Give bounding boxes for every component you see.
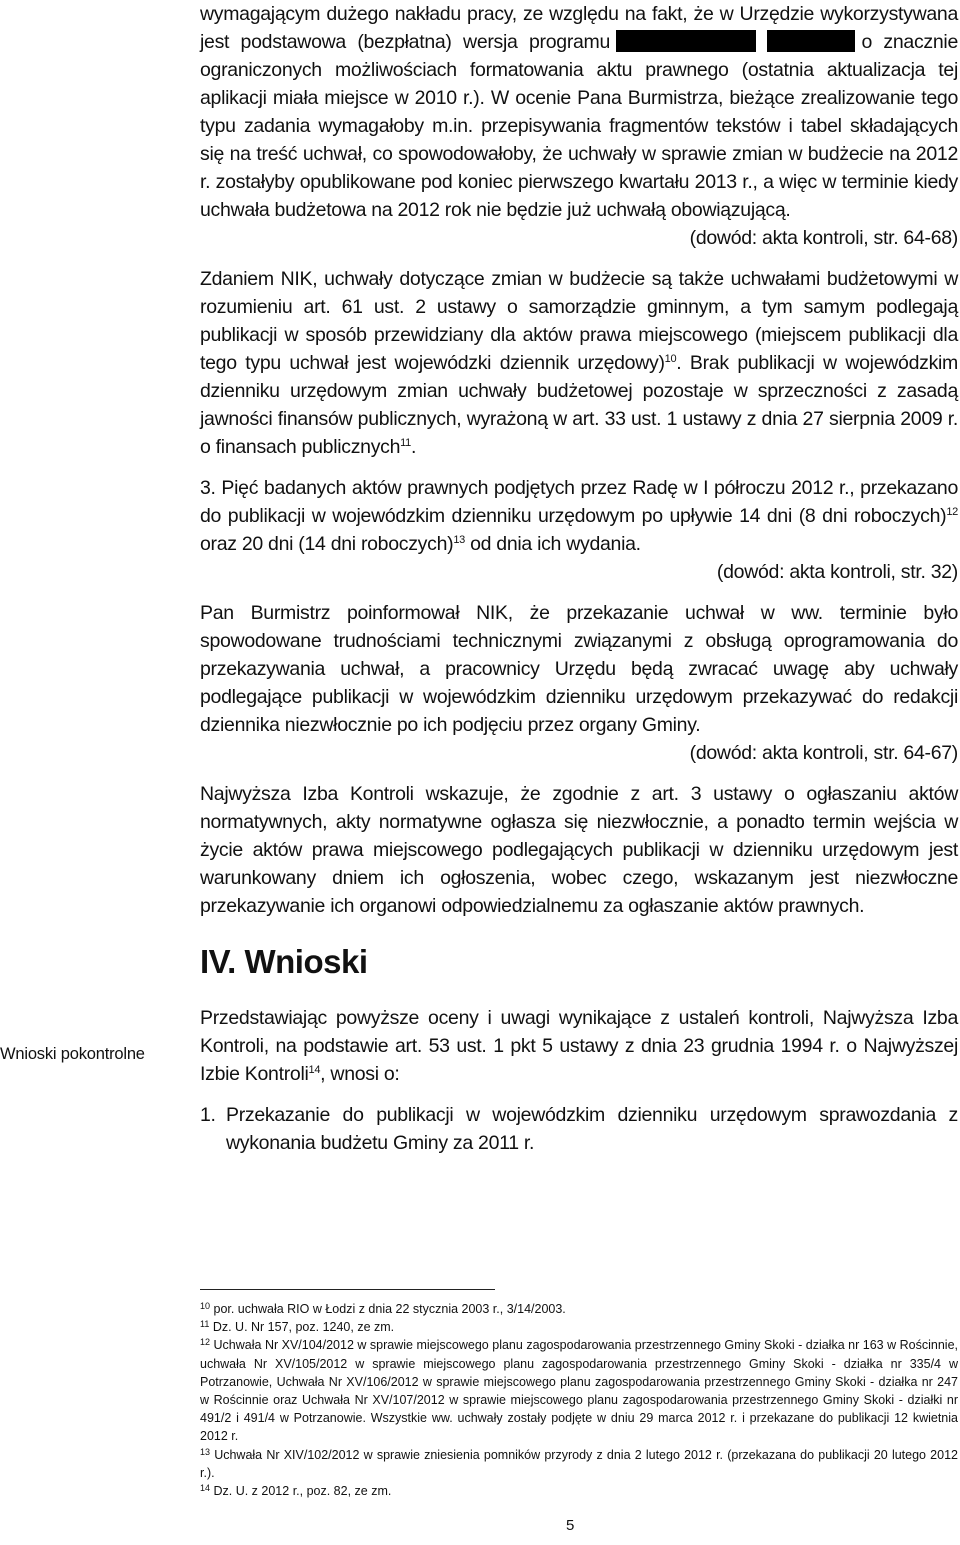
footnotes xyxy=(200,1300,958,1500)
redaction-block xyxy=(616,30,756,52)
footnote: $^{11}$ Dz. U. Nr 157, poz. 1240, ze zm. xyxy=(200,1319,395,1335)
footnote-ref[interactable]: 11 xyxy=(400,437,411,449)
footnote-ref[interactable]: 14 xyxy=(308,1064,321,1076)
footnote: $^{12}$ Uchwała Nr XV/104/2012 w sprawie miejscowego planu zagospodarowania przestrzennego Gminy Skoki - działka nr 163 w Rościnnie, uchwała Nr XV/105/2012 w sprawie miejscowego planu zagospodarowania przestrzennego Gminy Skoki - działka nr 335/4 w Potrzanowie, Uchwała Nr XV/106/2012 w sprawie miejscowego planu zagospodarowania przestrzennego Gminy Skoki - działka nr 247 w Rościnnie oraz Uchwała Nr XV/107/2012 w sprawie miejscowego planu zagospodarowania przestrzennego Gminy Skoki - działki nr 491/2 i 491/4 w Potrzanowie. Wszystkie ww. uchwały zostały podjęte w dniu 29 marca 2012 r. i przekazane do publikacji 12 kwietnia 2012 r. xyxy=(200,1337,958,1444)
footnote-ref[interactable]: 10 xyxy=(664,353,677,365)
conclusion-item xyxy=(200,1101,958,1157)
footnote: $^{10}$ por. uchwała RIO w Łodzi z dnia 22 stycznia 2003 r., 3/14/2003. xyxy=(200,1301,566,1316)
section-heading: IV. Wnioski xyxy=(200,943,368,980)
evidence-reference: (dowód: akta kontroli, str. 32) xyxy=(716,561,958,583)
paragraph-conclusions-intro: Przedstawiając powyższe oceny i uwagi wynikające z ustaleń kontroli, Najwyższa Izba Kontroli, na podstawie art. 53 ust. 1 pkt 5 ustawy z dnia 23 grudnia 1994 r. o Najwyższej Izbie Kontroli$^{14}$, wnosi o: xyxy=(200,1007,958,1085)
paragraph-publication-delay: 3. Pięć badanych aktów prawnych podjętych przez Radę w I półroczu 2012 r., przekazano do publikacji w wojewódzkim dzienniku urzędowym po upływie 14 dni (8 dni roboczych)$^{12}$ oraz 20 dni (14 dni roboczych)$^{13}$ od dnia ich wydania. xyxy=(200,477,958,555)
paragraph-nik-opinion: Zdaniem NIK, uchwały dotyczące zmian w budżecie są także uchwałami budżetowymi w rozumieniu art. 61 ust. 2 ustawy o samorządzie gminnym, a tym samym podlegają publikacji w sposób przewidziany dla aktów prawa miejscowego (miejscem publikacji dla tego typu uchwał jest wojewódzki dziennik urzędowy)$^{10}$. Brak publikacji w wojewódzkim dzienniku urzędowym zmian uchwały budżetowej pozostaje w sprzeczności z zasadą jawności finansów publicznych, wyrażoną w art. 33 ust. 1 ustawy z dnia 27 sierpnia 2009 r. o finansach publicznych$^{11}$. xyxy=(200,268,958,458)
side-label: Wnioski pokontrolne xyxy=(0,1045,145,1063)
item-text: Przekazanie do publikacji w wojewódzkim dzienniku urzędowym sprawozdania z wykonania budżetu Gminy za 2011 r. xyxy=(226,1104,958,1154)
redaction-block xyxy=(767,30,855,52)
paragraph-nik-indication: Najwyższa Izba Kontroli wskazuje, że zgodnie z art. 3 ustawy o ogłaszaniu aktów normatywnych, akty normatywne ogłasza się niezwłocznie, a ponadto termin wejścia w życie aktów prawa miejscowego podlegających publikacji w dzienniku urzędowym jest warunkowany dniem ich ogłoszenia, wobec czego, wskazanym jest niezwłoczne przekazywanie ich organowi odpowiedzialnemu za ogłaszanie aktów prawnych. xyxy=(200,783,958,917)
paragraph-mayor-explanation: Pan Burmistrz poinformował NIK, że przekazanie uchwał w ww. terminie było spowodowane trudnościami technicznymi związanymi z obsługą oprogramowania do przekazywania uchwał, a pracownicy Urzędu będą zwracać uwagę aby uchwały podlegające publikacji w wojewódzkim dzienniku urzędowym przekazywać do redakcji dziennika niezwłocznie po ich podjęciu przez organy Gminy. xyxy=(200,602,958,736)
main-text-column xyxy=(200,0,958,1157)
item-number: 1. xyxy=(200,1104,216,1126)
footnote-ref[interactable]: 13 xyxy=(453,534,465,546)
footnote: $^{13}$ Uchwała Nr XIV/102/2012 w sprawie zniesienia pomników przyrody z dnia 2 lutego 2012 r. (przekazana do publikacji 20 lutego 2012 r.). xyxy=(200,1446,958,1480)
footnote-ref[interactable]: 12 xyxy=(946,506,958,518)
footnote-separator xyxy=(200,1289,495,1290)
evidence-reference: (dowód: akta kontroli, str. 64-67) xyxy=(689,742,958,764)
footnote: $^{14}$ Dz. U. z 2012 r., poz. 82, ze zm. xyxy=(200,1483,392,1499)
evidence-reference: (dowód: akta kontroli, str. 64-68) xyxy=(689,227,958,249)
paragraph-software-limitation: wymagającym dużego nakładu pracy, ze względu na fakt, że w Urzędzie wykorzystywana jest podstawowa (bezpłatna) wersja programu o znacznie ograniczonych możliwościach formatowania aktu prawnego (ostatnia aktualizacja tej aplikacji miała miejsce w 2010 r.). W ocenie Pana Burmistrza, bieżące zrealizowanie tego typu zadania wymagałoby m.in. przepisywania fragmentów tekstów i tabel składających się na treść uchwał, co spowodowałoby, że uchwały w sprawie zmian w budżecie na 2012 r. zostałyby opublikowane pod koniec pierwszego kwartału 2013 r., a więc w terminie kiedy uchwała budżetowa na 2012 rok nie będzie już uchwałą obowiązującą. xyxy=(200,3,958,221)
page-number: 5 xyxy=(566,1517,575,1534)
